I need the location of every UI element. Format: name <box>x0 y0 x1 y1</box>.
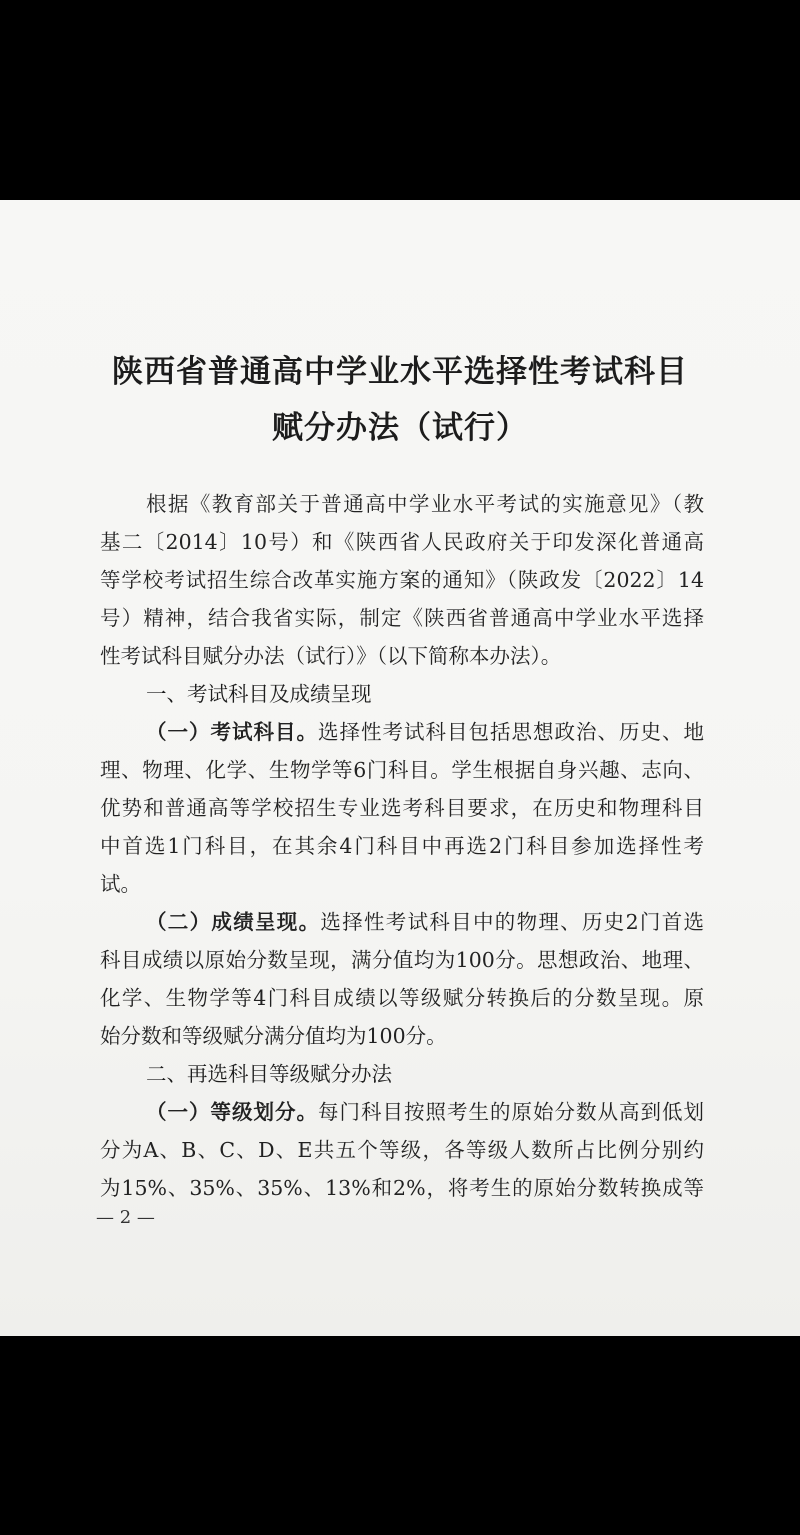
document-title-line-2: 赋分办法（试行） <box>272 410 528 446</box>
item-lead-line <box>146 715 704 745</box>
item-lead-text: 选择性考试科目包括思想政治、历史、地 <box>318 720 704 744</box>
paragraph-line: 性考试科目赋分办法（试行）》（以下简称本办法）。 <box>100 644 562 668</box>
section-heading-2: 二、再选科目等级赋分办法 <box>146 1062 392 1086</box>
item-lead-text: 选择性考试科目中的物理、历史2门首选 <box>320 910 705 934</box>
paragraph-line: 根据《教育部关于普通高中学业水平考试的实施意见》（教 <box>146 492 704 516</box>
item-label: （一）考试科目。 <box>146 720 318 744</box>
item-lead-text: 每门科目按照考生的原始分数从高到低划 <box>318 1100 704 1124</box>
paragraph-line: 号）精神，结合我省实际，制定《陕西省普通高中学业水平选择 <box>100 606 704 630</box>
document-title-line-1: 陕西省普通高中学业水平选择性考试科目 <box>112 354 688 390</box>
paragraph-line: 试。 <box>100 872 141 896</box>
paragraph-line: 理、物理、化学、生物学等6门科目。学生根据自身兴趣、志向、 <box>100 758 704 782</box>
item-label: （二）成绩呈现。 <box>146 910 321 934</box>
page-number: — 2 — <box>96 1207 155 1228</box>
paragraph-line: 化学、生物学等4门科目成绩以等级赋分转换后的分数呈现。原 <box>100 986 704 1010</box>
paragraph-line: 始分数和等级赋分满分值均为100分。 <box>100 1024 447 1048</box>
item-lead-line <box>146 905 704 935</box>
paragraph-line: 优势和普通高等学校招生专业选考科目要求，在历史和物理科目 <box>100 796 704 820</box>
paragraph-line: 科目成绩以原始分数呈现，满分值均为100分。思想政治、地理、 <box>100 948 704 972</box>
paragraph-line: 为15%、35%、35%、13%和2%，将考生的原始分数转换成等 <box>100 1176 704 1200</box>
document-page <box>0 200 800 1336</box>
item-label: （一）等级划分。 <box>146 1100 318 1124</box>
paragraph-line: 分为A、B、C、D、E共五个等级，各等级人数所占比例分别约 <box>100 1138 704 1162</box>
paragraph-line: 基二〔2014〕10号）和《陕西省人民政府关于印发深化普通高 <box>100 530 704 554</box>
paragraph-line: 中首选1门科目，在其余4门科目中再选2门科目参加选择性考 <box>100 834 704 858</box>
paragraph-line: 等学校考试招生综合改革实施方案的通知》（陕政发〔2022〕14 <box>100 568 704 592</box>
section-heading-1: 一、考试科目及成绩呈现 <box>146 682 372 706</box>
item-lead-line <box>146 1095 704 1125</box>
